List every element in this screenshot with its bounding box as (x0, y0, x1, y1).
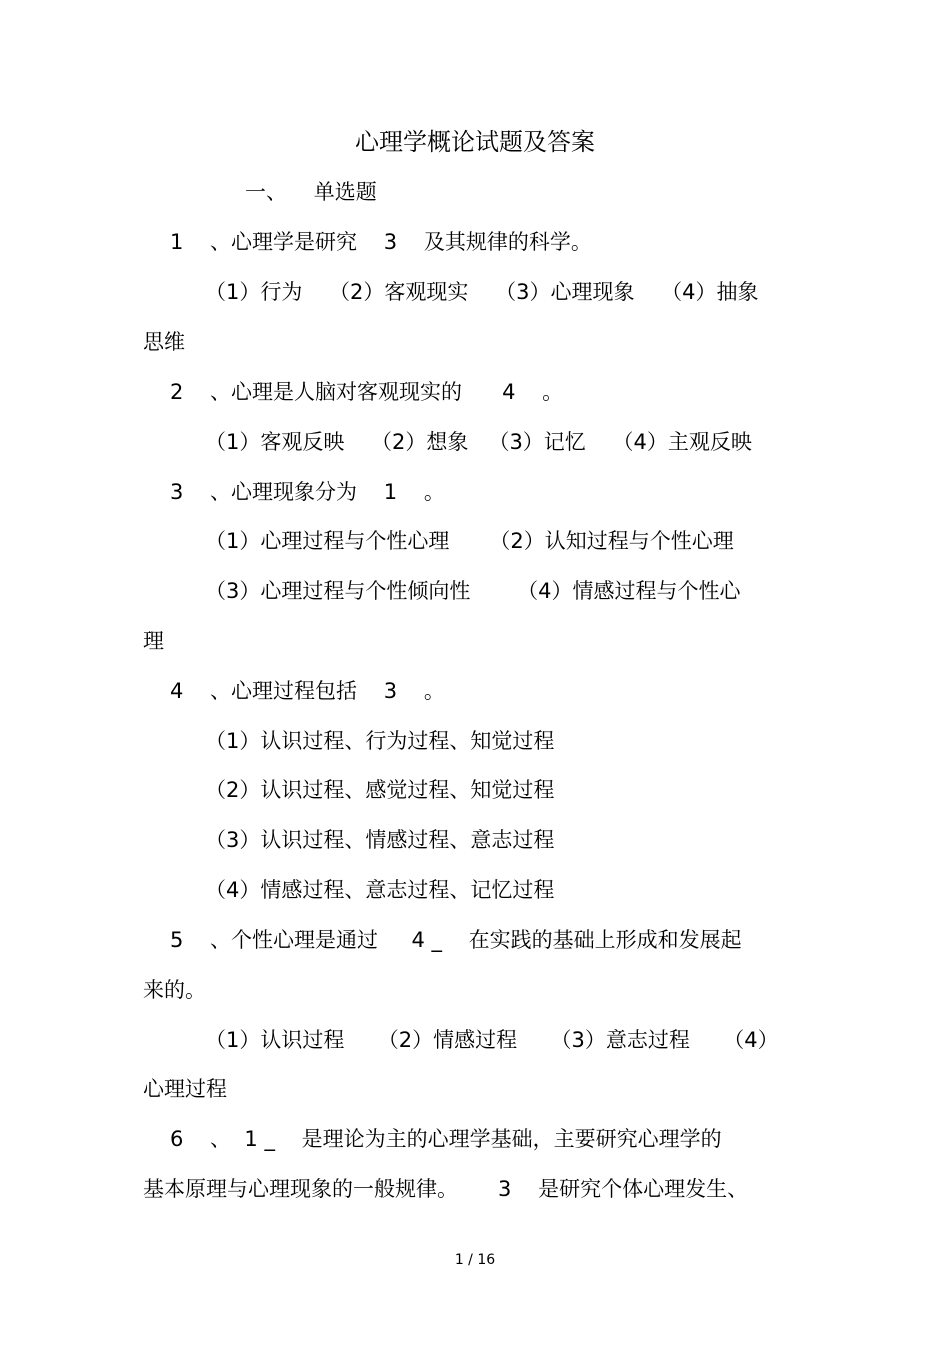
option-line: （1）认识过程、行为过程、知觉过程 (205, 729, 555, 753)
page-title: 心理学概论试题及答案 (355, 128, 595, 156)
option-line-continued: 心理过程 (143, 1077, 227, 1101)
option-line: （1）心理过程与个性心理 （2）认知过程与个性心理 (205, 529, 734, 553)
option-line: （2）认识过程、感觉过程、知觉过程 (205, 778, 555, 802)
page-indicator: 1 / 16 (454, 1252, 496, 1268)
question-line-continued: 来的。 (143, 978, 206, 1002)
section-heading: 一、 单选题 (245, 180, 377, 204)
option-line-continued: 思维 (143, 330, 185, 354)
question-line: 6 、 1 _ 是理论为主的心理学基础，主要研究心理学的 (170, 1127, 722, 1151)
question-line: 1 、心理学是研究 3 及其规律的科学。 (170, 230, 592, 254)
option-line: （1）认识过程 （2）情感过程 （3）意志过程 （4） (205, 1028, 779, 1052)
question-line: 3 、心理现象分为 1 。 (170, 480, 445, 504)
option-line: （4）情感过程、意志过程、记忆过程 (205, 878, 555, 902)
question-line: 5 、个性心理是通过 4 _ 在实践的基础上形成和发展起 (170, 928, 742, 952)
option-line: （3）心理过程与个性倾向性 （4）情感过程与个性心 (205, 579, 741, 603)
option-line-continued: 理 (143, 629, 164, 653)
option-line: （1）行为 （2）客观现实 （3）心理现象 （4）抽象 (205, 280, 759, 304)
question-line-continued: 基本原理与心理现象的一般规律。 3 是研究个体心理发生、 (143, 1177, 749, 1201)
option-line: （3）认识过程、情感过程、意志过程 (205, 828, 555, 852)
question-line: 2 、心理是人脑对客观现实的 4 。 (170, 380, 564, 404)
option-line: （1）客观反映 （2）想象 （3）记忆 （4）主观反映 (205, 430, 752, 454)
question-line: 4 、心理过程包括 3 。 (170, 679, 445, 703)
